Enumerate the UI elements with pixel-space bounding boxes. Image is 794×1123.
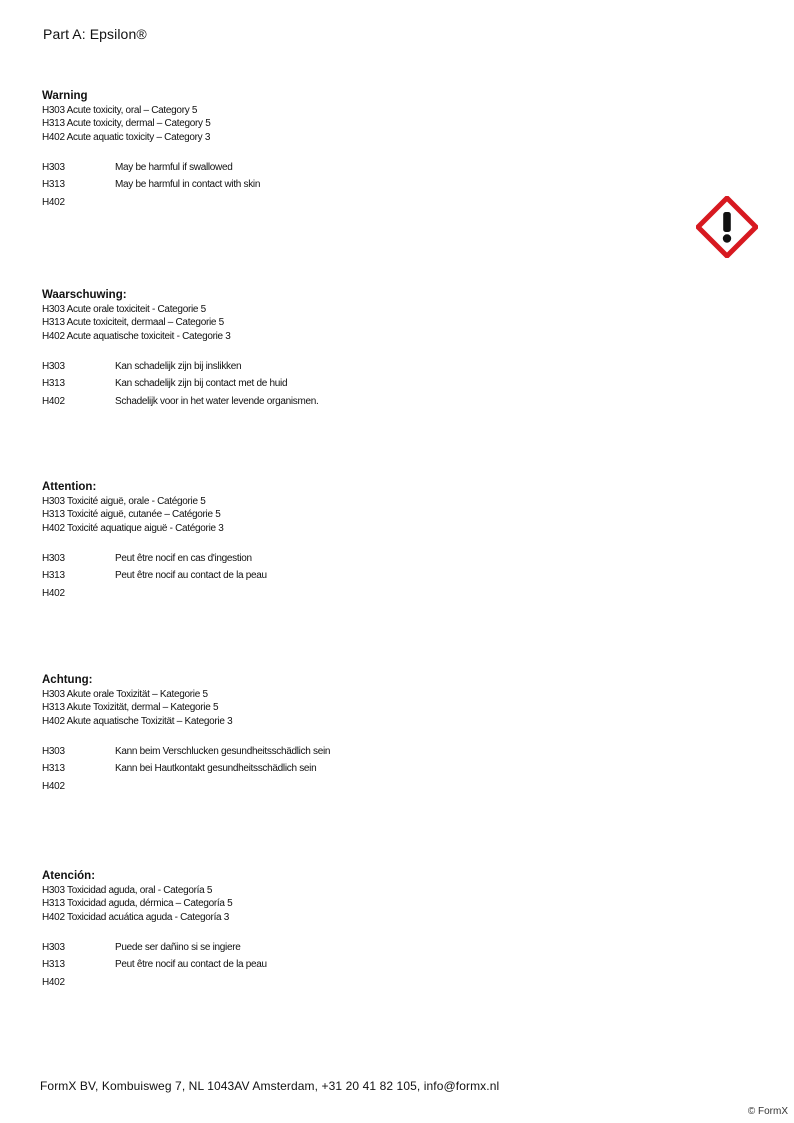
hazard-statement-row bbox=[42, 958, 602, 976]
hazard-statement-list bbox=[42, 941, 602, 994]
classification-line: H402 Acute aquatic toxicity – Category 3 bbox=[42, 131, 211, 143]
hazard-text: Puede ser dañino si se ingiere bbox=[115, 941, 241, 953]
classification-line: H313 Toxicidad aguda, dérmica – Categoría 5 bbox=[42, 898, 233, 910]
hazard-code: H402 bbox=[42, 780, 65, 792]
hazard-code: H303 bbox=[42, 161, 65, 173]
hazard-text: Peut être nocif en cas d'ingestion bbox=[115, 552, 252, 564]
classification-line: H402 Toxicidad acuática aguda - Categoría 3 bbox=[42, 911, 230, 923]
section-heading: Warning bbox=[42, 90, 88, 102]
hazard-statement-row bbox=[42, 587, 602, 605]
hazard-statement-row bbox=[42, 178, 602, 196]
hazard-text: May be harmful in contact with skin bbox=[115, 179, 261, 191]
hazard-code: H313 bbox=[42, 763, 65, 775]
classification-line: H303 Acute orale toxiciteit - Categorie 5 bbox=[42, 304, 206, 315]
classification-line: H313 Akute Toxizität, dermal – Kategorie 5 bbox=[42, 702, 219, 714]
footer-address: FormX BV, Kombuisweg 7, NL 1043AV Amsterdam, +31 20 41 82 105, info@formx.nl bbox=[40, 1079, 500, 1093]
page-title: Part A: Epsilon® bbox=[43, 26, 147, 42]
copyright-notice: © FormX bbox=[747, 1106, 788, 1117]
hazard-code: H313 bbox=[42, 570, 65, 582]
classification-line: H303 Toxicidad aguda, oral - Categoría 5 bbox=[42, 885, 213, 896]
classification-line: H313 Acute toxiciteit, dermaal – Categorie 5 bbox=[42, 317, 224, 329]
hazard-code: H402 bbox=[42, 196, 65, 208]
classification-list bbox=[42, 104, 602, 144]
hazard-text: Peut être nocif au contact de la peau bbox=[115, 959, 267, 971]
classification-list bbox=[42, 495, 602, 535]
hazard-code: H303 bbox=[42, 552, 65, 564]
hazard-code: H402 bbox=[42, 587, 65, 599]
hazard-statement-row bbox=[42, 377, 602, 395]
classification-line: H402 Akute aquatische Toxizität – Kategorie 3 bbox=[42, 715, 233, 727]
hazard-section-spanish bbox=[42, 869, 602, 993]
hazard-code: H303 bbox=[42, 941, 65, 953]
hazard-statement-row bbox=[42, 762, 602, 780]
hazard-text bbox=[115, 780, 602, 798]
hazard-text: May be harmful if swallowed bbox=[115, 161, 233, 173]
hazard-code: H303 bbox=[42, 745, 65, 757]
hazard-statement-row bbox=[42, 161, 602, 179]
hazard-text bbox=[115, 976, 602, 994]
hazard-statement-row bbox=[42, 941, 602, 959]
hazard-section-german bbox=[42, 673, 602, 797]
hazard-text: Kann bei Hautkontakt gesundheitsschädlich sein bbox=[115, 763, 317, 775]
section-heading: Atención: bbox=[42, 870, 96, 882]
hazard-code: H402 bbox=[42, 395, 65, 407]
hazard-code: H313 bbox=[42, 959, 65, 971]
hazard-statement-row bbox=[42, 569, 602, 587]
hazard-text: Peut être nocif au contact de la peau bbox=[115, 570, 267, 582]
hazard-text: Kan schadelijk zijn bij contact met de huid bbox=[115, 378, 288, 390]
hazard-text bbox=[115, 587, 602, 605]
hazard-statement-list bbox=[42, 161, 602, 214]
section-heading: Attention: bbox=[42, 481, 97, 493]
hazard-statement-row bbox=[42, 196, 602, 214]
hazard-section-french bbox=[42, 480, 602, 604]
hazard-statement-row bbox=[42, 360, 602, 378]
hazard-statement-row bbox=[42, 395, 602, 413]
section-heading: Achtung: bbox=[42, 674, 93, 686]
classification-list bbox=[42, 688, 602, 728]
hazard-statement-row bbox=[42, 745, 602, 763]
hazard-statement-row bbox=[42, 780, 602, 798]
hazard-statement-row bbox=[42, 976, 602, 994]
hazard-statement-row bbox=[42, 552, 602, 570]
hazard-statement-list bbox=[42, 745, 602, 798]
ghs-exclamation-mark-icon bbox=[696, 196, 758, 258]
classification-line: H313 Acute toxicity, dermal – Category 5 bbox=[42, 118, 211, 130]
hazard-code: H402 bbox=[42, 976, 65, 988]
hazard-code: H303 bbox=[42, 360, 65, 372]
classification-list bbox=[42, 303, 602, 343]
classification-line: H303 Acute toxicity, oral – Category 5 bbox=[42, 105, 198, 116]
classification-line: H313 Toxicité aiguë, cutanée – Catégorie 5 bbox=[42, 509, 221, 521]
classification-line: H303 Toxicité aiguë, orale - Catégorie 5 bbox=[42, 496, 206, 507]
classification-line: H402 Acute aquatische toxiciteit - Categorie 3 bbox=[42, 330, 231, 342]
hazard-text: Kan schadelijk zijn bij inslikken bbox=[115, 360, 242, 372]
hazard-statement-list bbox=[42, 552, 602, 605]
hazard-statement-list bbox=[42, 360, 602, 413]
hazard-section-english bbox=[42, 89, 602, 213]
hazard-code: H313 bbox=[42, 378, 65, 390]
section-heading: Waarschuwing: bbox=[42, 289, 127, 301]
classification-line: H402 Toxicité aquatique aiguë - Catégorie 3 bbox=[42, 522, 224, 534]
hazard-code: H313 bbox=[42, 179, 65, 191]
classification-list bbox=[42, 884, 602, 924]
hazard-text bbox=[115, 196, 602, 214]
hazard-text: Kann beim Verschlucken gesundheitsschädlich sein bbox=[115, 745, 331, 757]
hazard-text: Schadelijk voor in het water levende organismen. bbox=[115, 395, 319, 407]
classification-line: H303 Akute orale Toxizität – Kategorie 5 bbox=[42, 689, 208, 700]
hazard-section-dutch bbox=[42, 288, 602, 412]
